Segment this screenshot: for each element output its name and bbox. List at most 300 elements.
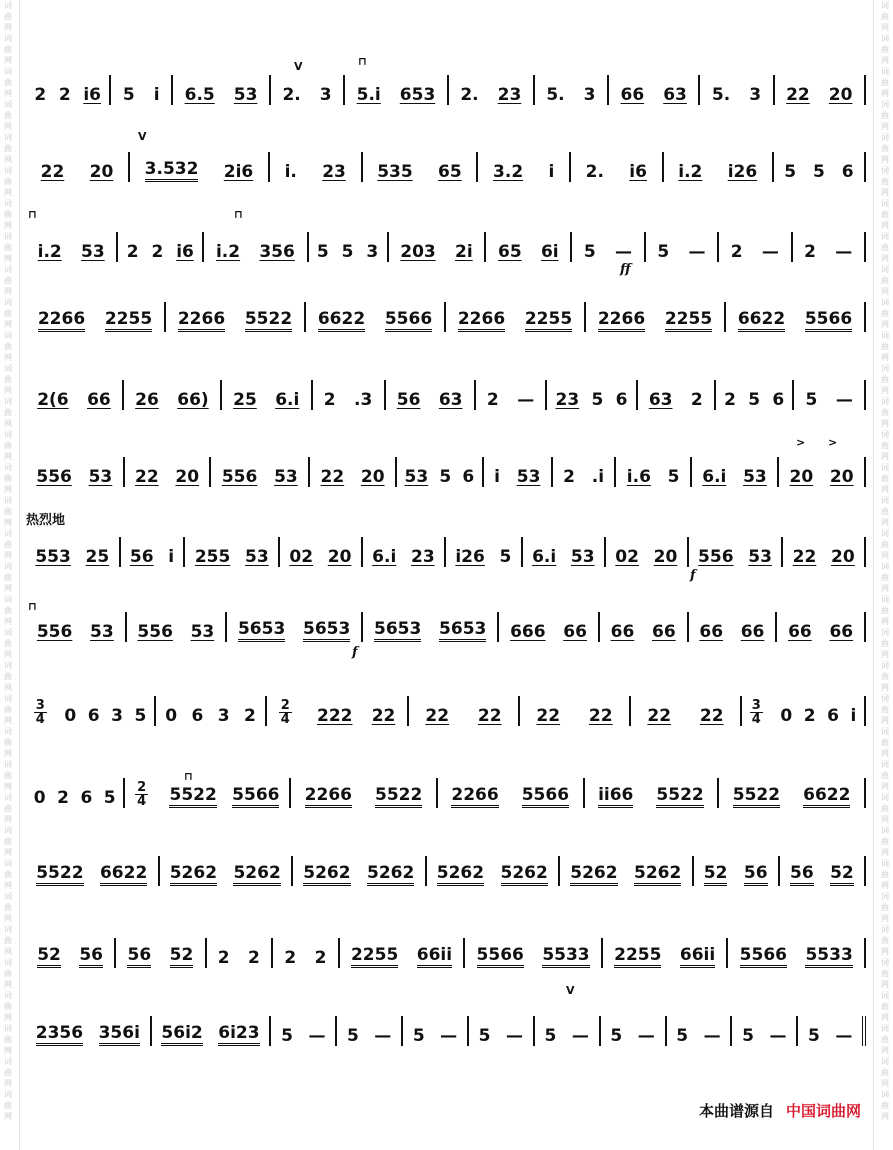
- note-group: 52: [170, 945, 194, 968]
- note-group: 23: [322, 162, 346, 182]
- measure: [389, 232, 487, 262]
- measure: [616, 457, 691, 487]
- score-row: [26, 380, 866, 410]
- note-group: 5: [281, 1026, 293, 1046]
- measure: [586, 302, 726, 332]
- note-group: 52: [37, 945, 61, 968]
- note-group: 2i: [455, 242, 473, 262]
- measure: [26, 778, 125, 808]
- measure: [293, 856, 427, 886]
- note-group: 2: [563, 467, 575, 487]
- note-group: 53: [748, 547, 772, 567]
- note-group: 5: [807, 1026, 820, 1046]
- note-group: 356i: [99, 1023, 140, 1046]
- note-group: —: [615, 242, 633, 262]
- note-group: i: [153, 85, 160, 105]
- measure: [603, 938, 729, 968]
- measure: [118, 232, 204, 262]
- note-group: 6: [841, 162, 854, 182]
- note-group: 2.: [460, 85, 479, 105]
- note-group: 2: [314, 948, 327, 968]
- note-group: 5262: [170, 863, 217, 886]
- note-group: —: [769, 1026, 787, 1046]
- measure: [638, 380, 716, 410]
- measure: [124, 380, 222, 410]
- note-group: 5.: [711, 85, 731, 105]
- note-group: 556: [137, 622, 173, 642]
- note-group: i.2: [678, 162, 703, 182]
- note-group: i6: [176, 242, 194, 262]
- note-group: 2: [58, 85, 71, 105]
- note-group: 63: [438, 390, 463, 410]
- note-group: 2356: [36, 1023, 83, 1046]
- time-signature-top: 2: [137, 780, 147, 795]
- note-group: 5: [805, 390, 818, 410]
- note-group: 203: [400, 242, 436, 262]
- note-group: 20: [789, 467, 814, 487]
- note-group: 5566: [805, 309, 852, 332]
- measure: [173, 75, 271, 105]
- note-group: 5: [667, 467, 680, 487]
- divider-left: [19, 0, 20, 1150]
- note-group: 666: [510, 622, 546, 642]
- note-group: 53: [88, 467, 113, 487]
- note-group: 56: [744, 863, 768, 886]
- measure: [446, 537, 523, 567]
- measure: [446, 302, 586, 332]
- measure: [125, 778, 291, 808]
- measure: [306, 302, 446, 332]
- credit-site-link[interactable]: 中国词曲网: [785, 1102, 861, 1120]
- note-group: 6622: [803, 785, 850, 808]
- note-group: 2: [730, 242, 743, 262]
- measure: [700, 75, 774, 105]
- measure: [775, 75, 866, 105]
- measure: [111, 75, 173, 105]
- note-group: 2.: [282, 85, 301, 105]
- measure: [465, 938, 603, 968]
- note-group: —: [374, 1026, 392, 1046]
- measure: [166, 302, 306, 332]
- time-signature-top: 3: [35, 698, 45, 713]
- note-group: i.2: [37, 242, 62, 262]
- note-group: 2: [126, 242, 139, 262]
- note-group: i6: [83, 85, 102, 105]
- note-group: 22: [647, 706, 672, 726]
- note-group: 2: [803, 706, 816, 726]
- note-group: 53: [90, 622, 114, 642]
- note-group: 52: [830, 863, 854, 886]
- note-group: i6: [629, 162, 647, 182]
- note-group: 3: [366, 242, 379, 262]
- note-group: 2266: [598, 309, 645, 332]
- note-group: —: [637, 1026, 655, 1046]
- note-group: 63: [648, 390, 673, 410]
- measure: [26, 302, 166, 332]
- note-group: 556: [36, 467, 72, 487]
- note-group: 5566: [385, 309, 432, 332]
- note-group: 53: [274, 467, 298, 487]
- note-group: 5: [316, 242, 329, 262]
- measure: [121, 537, 186, 567]
- score-row: [26, 302, 866, 332]
- note-group: 3: [319, 85, 332, 105]
- measure: [728, 938, 866, 968]
- note-group: 20: [831, 547, 855, 567]
- measure: [646, 232, 719, 262]
- watermark-left: 词 曲 网 词 曲 网 词 曲 网 词 曲 网 词 曲 网 词 曲 网 词 曲 网 词 曲 网 词 曲 网 词 曲 网 词 曲 网 词 曲 网 词 曲 网 词 曲 网 词 曲 网 词 曲 网 词 曲 网 词 曲 网 词 曲 网 词 曲 网 词 曲 网 词 曲 网 词 曲 网 词 曲 网 词 曲 网 词 曲 网 词 曲 网 词 曲 网 词 曲 网 词 曲 网 词 曲 网 词 曲 网 词 曲 网 词 曲 网: [4, 1, 12, 1121]
- note-group: 5522: [656, 785, 703, 808]
- note-group: 6.5: [184, 85, 215, 105]
- note-group: i26: [455, 547, 485, 567]
- measure: [667, 1016, 733, 1046]
- note-group: 02: [289, 547, 314, 567]
- note-group: 6: [827, 706, 839, 726]
- note-group: —: [688, 242, 706, 262]
- note-group: 2: [151, 242, 164, 262]
- note-group: 5566: [232, 785, 279, 808]
- note-group: 66): [177, 390, 209, 410]
- note-group: i: [494, 467, 500, 487]
- note-group: 22: [477, 706, 502, 726]
- note-group: 66: [620, 85, 645, 105]
- note-group: 5: [412, 1026, 425, 1046]
- note-group: 556: [36, 622, 73, 642]
- bow-up-icon: V: [294, 60, 303, 73]
- note-group: 5: [499, 547, 512, 567]
- note-group: 66: [699, 622, 724, 642]
- note-group: 23: [410, 547, 435, 567]
- note-group: 22: [425, 706, 450, 726]
- note-group: 5566: [522, 785, 569, 808]
- note-group: 66: [829, 622, 854, 642]
- measure: [291, 778, 438, 808]
- measure: [742, 696, 866, 726]
- note-group: 5: [657, 242, 670, 262]
- measure: [798, 1016, 866, 1046]
- note-group: 5653: [374, 619, 421, 642]
- note-group: 53: [81, 242, 105, 262]
- note-group: 5653: [303, 619, 350, 642]
- measure: [222, 380, 313, 410]
- note-group: 2266: [38, 309, 85, 332]
- note-group: 52: [704, 863, 728, 886]
- note-group: 20: [829, 467, 854, 487]
- note-group: 2255: [665, 309, 712, 332]
- note-group: 53: [245, 547, 269, 567]
- note-group: 5522: [169, 785, 216, 808]
- note-group: 25: [85, 547, 110, 567]
- note-group: 5: [784, 162, 797, 182]
- measure: [273, 938, 340, 968]
- measure: [547, 380, 637, 410]
- bow-down-icon: ⊓: [28, 208, 37, 221]
- note-group: 3.2: [493, 162, 524, 182]
- note-group: —: [571, 1026, 589, 1046]
- measure: [777, 612, 866, 642]
- note-group: 5.: [546, 85, 565, 105]
- measure: [340, 938, 466, 968]
- measure: [363, 152, 479, 182]
- note-group: 3: [583, 85, 596, 105]
- dynamic-f-1: f: [690, 568, 696, 583]
- measure: [125, 457, 212, 487]
- accent-icon: >: [796, 436, 806, 449]
- score-row: [26, 1016, 866, 1046]
- note-group: 5: [122, 85, 135, 105]
- note-group: 553: [35, 547, 71, 567]
- note-group: 6622: [318, 309, 365, 332]
- note-group: 2: [724, 390, 736, 410]
- note-group: ii66: [598, 785, 633, 808]
- note-group: 6: [191, 706, 204, 726]
- note-group: 5533: [542, 945, 589, 968]
- measure: [719, 778, 866, 808]
- note-group: 5: [346, 1026, 359, 1046]
- score-row: [26, 612, 866, 642]
- measure: [553, 457, 617, 487]
- note-group: 5.i: [356, 85, 381, 105]
- note-group: .i: [591, 467, 605, 487]
- score-row: [26, 778, 866, 808]
- note-group: 5: [544, 1026, 557, 1046]
- note-group: 22: [792, 547, 817, 567]
- note-group: 20: [653, 547, 678, 567]
- note-group: 53: [743, 467, 767, 487]
- measure: [780, 856, 866, 886]
- note-group: 6: [615, 390, 628, 410]
- note-group: 5522: [36, 863, 83, 886]
- note-group: 66ii: [680, 945, 715, 968]
- note-group: 22: [786, 85, 810, 105]
- measure: [664, 152, 774, 182]
- measure: [207, 938, 274, 968]
- measure: [572, 232, 645, 262]
- measure: [469, 1016, 535, 1046]
- measure: [271, 75, 345, 105]
- measure: [127, 612, 228, 642]
- note-group: 5: [439, 467, 452, 487]
- note-group: 653: [399, 85, 436, 105]
- score-row: [26, 696, 866, 726]
- note-group: 66: [651, 622, 676, 642]
- measure: [585, 778, 720, 808]
- measure: [211, 457, 310, 487]
- note-group: 2255: [614, 945, 661, 968]
- measure: [345, 75, 449, 105]
- note-group: 6: [87, 706, 100, 726]
- time-signature-bottom: 4: [751, 712, 761, 727]
- note-group: 5262: [634, 863, 681, 886]
- measure: [793, 232, 866, 262]
- note-group: 6.i: [275, 390, 300, 410]
- measure: [363, 612, 499, 642]
- note-group: 5: [103, 788, 116, 808]
- note-group: 22: [40, 162, 65, 182]
- note-group: 5: [676, 1026, 689, 1046]
- measure: [26, 232, 118, 262]
- note-group: 6: [772, 390, 785, 410]
- note-group: 2255: [525, 309, 572, 332]
- measure: [692, 457, 779, 487]
- note-group: 5522: [245, 309, 292, 332]
- note-group: —: [440, 1026, 458, 1046]
- note-group: —: [517, 390, 535, 410]
- measure: [156, 696, 267, 726]
- time-signature: [34, 699, 47, 726]
- measure: [363, 537, 446, 567]
- note-group: 2255: [105, 309, 152, 332]
- note-group: 5653: [238, 619, 285, 642]
- dynamic-f-2: f: [352, 645, 358, 660]
- note-group: i: [850, 706, 857, 726]
- note-group: 26: [135, 390, 159, 410]
- measure: [438, 778, 585, 808]
- measure: [520, 696, 631, 726]
- note-group: 535: [377, 162, 413, 182]
- note-group: 66: [563, 622, 587, 642]
- note-group: i.: [284, 162, 297, 182]
- note-group: 2.: [585, 162, 604, 182]
- measure: [719, 232, 792, 262]
- note-group: 22: [371, 706, 396, 726]
- note-group: 56: [396, 390, 421, 410]
- time-signature-bottom: 4: [35, 712, 45, 727]
- measure: [160, 856, 294, 886]
- note-group: 53: [233, 85, 258, 105]
- note-group: 2: [217, 948, 230, 968]
- dynamic-ff: ff: [620, 262, 631, 277]
- bow-down-icon: ⊓: [184, 770, 193, 783]
- measure: [26, 537, 121, 567]
- measure: [689, 537, 784, 567]
- note-group: —: [308, 1026, 326, 1046]
- note-group: 56: [127, 945, 151, 968]
- measure: [631, 696, 742, 726]
- note-group: 20: [89, 162, 114, 182]
- measure: [271, 1016, 337, 1046]
- measure: [270, 152, 363, 182]
- measure: [535, 1016, 601, 1046]
- bow-down-icon: ⊓: [234, 208, 243, 221]
- note-group: 2266: [458, 309, 505, 332]
- measure: [449, 75, 535, 105]
- measure: [694, 856, 780, 886]
- note-group: 66: [610, 622, 635, 642]
- note-group: i: [168, 547, 175, 567]
- note-group: 2: [34, 85, 47, 105]
- measure: [397, 457, 484, 487]
- score-row: [26, 152, 866, 182]
- bow-up-icon: V: [138, 130, 147, 143]
- source-credit: [699, 1100, 861, 1121]
- measure: [26, 696, 156, 726]
- note-group: 2(6: [37, 390, 69, 410]
- note-group: 6.i: [532, 547, 557, 567]
- note-group: 5522: [733, 785, 780, 808]
- note-group: 20: [828, 85, 853, 105]
- note-group: 22: [135, 467, 159, 487]
- time-signature: [279, 699, 292, 726]
- note-group: i: [548, 162, 555, 182]
- divider-right: [873, 0, 874, 1150]
- measure: [476, 380, 548, 410]
- note-group: 6622: [100, 863, 147, 886]
- note-group: 20: [175, 467, 200, 487]
- measure: [409, 696, 520, 726]
- note-group: 2255: [351, 945, 398, 968]
- note-group: 25: [233, 390, 257, 410]
- time-signature-top: 3: [751, 698, 761, 713]
- note-group: i.2: [215, 242, 241, 262]
- note-group: —: [835, 242, 853, 262]
- note-group: —: [835, 1026, 853, 1046]
- note-group: 0: [33, 788, 46, 808]
- note-group: 356: [259, 242, 295, 262]
- measure: [309, 232, 389, 262]
- note-group: 5: [610, 1026, 623, 1046]
- note-group: 6i: [540, 242, 559, 262]
- note-group: 02: [615, 547, 639, 567]
- expression-mark: 热烈地: [26, 513, 66, 528]
- note-group: 3: [111, 706, 123, 726]
- note-group: 2: [690, 390, 703, 410]
- note-group: 56i2: [161, 1023, 202, 1046]
- note-group: 6: [462, 467, 475, 487]
- note-group: 22: [699, 706, 724, 726]
- note-group: 222: [316, 706, 353, 726]
- measure: [26, 75, 111, 105]
- note-group: i26: [727, 162, 758, 182]
- measure: [116, 938, 206, 968]
- note-group: 2: [248, 948, 260, 968]
- measure: [732, 1016, 798, 1046]
- note-group: 5: [742, 1026, 754, 1046]
- measure: [130, 152, 270, 182]
- measure: [313, 380, 386, 410]
- measure: [227, 612, 363, 642]
- note-group: 5: [341, 242, 354, 262]
- measure: [310, 457, 397, 487]
- note-group: 2: [284, 948, 297, 968]
- note-group: 5262: [437, 863, 484, 886]
- note-group: 53: [404, 467, 429, 487]
- note-group: 5262: [303, 863, 350, 886]
- measure: [204, 232, 308, 262]
- note-group: 5: [748, 390, 761, 410]
- note-group: 0: [165, 706, 178, 726]
- note-group: 5262: [501, 863, 548, 886]
- measure: [267, 696, 409, 726]
- note-group: 65: [438, 162, 462, 182]
- measure: [794, 380, 866, 410]
- measure: [427, 856, 561, 886]
- note-group: 66: [740, 622, 765, 642]
- note-group: 63: [663, 85, 687, 105]
- note-group: 6.i: [372, 547, 397, 567]
- credit-source-text: 本曲谱源自: [698, 1102, 774, 1120]
- note-group: 20: [360, 467, 385, 487]
- note-group: 5: [134, 706, 147, 726]
- note-group: 5: [813, 162, 825, 182]
- measure: [26, 1016, 152, 1046]
- note-group: 2266: [451, 785, 498, 808]
- note-group: 6.i: [702, 467, 727, 487]
- measure: [571, 152, 664, 182]
- note-group: 2i6: [223, 162, 254, 182]
- measure: [386, 380, 476, 410]
- note-group: 5262: [367, 863, 414, 886]
